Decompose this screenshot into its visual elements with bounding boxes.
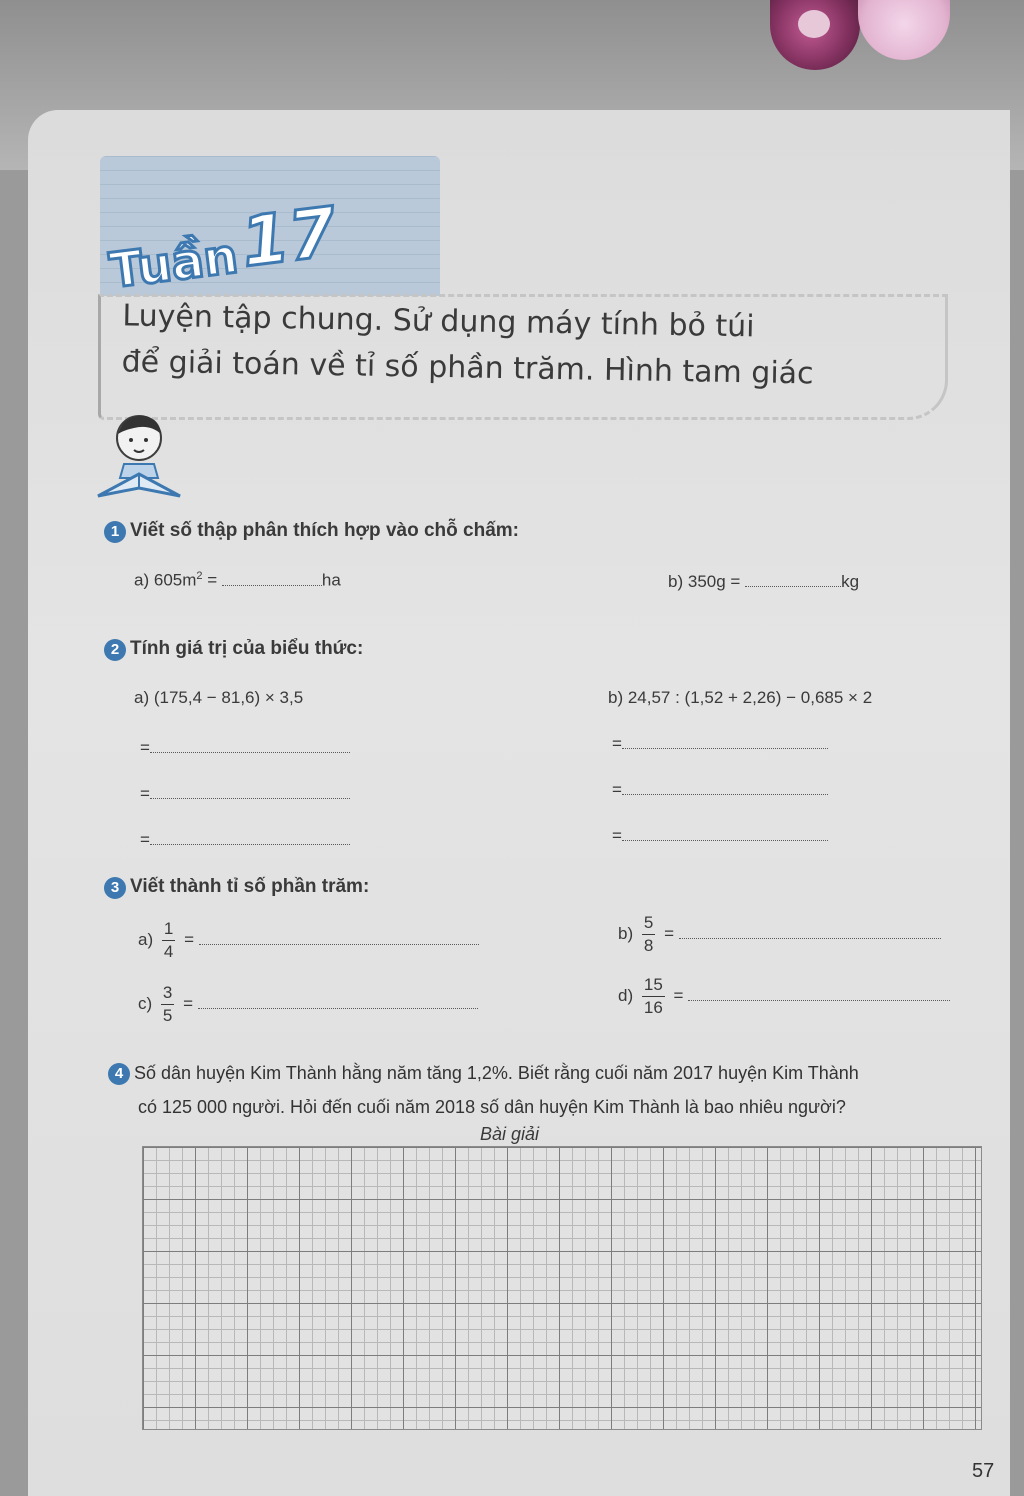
page-number: 57: [972, 1460, 995, 1482]
week-number: 17: [237, 193, 341, 283]
q3a-fraction: [162, 918, 175, 963]
q1b-blank[interactable]: [745, 574, 841, 587]
question-4-number: 4: [108, 1063, 130, 1085]
q2a-blank-2[interactable]: [150, 786, 350, 799]
q3c-blank[interactable]: [198, 996, 478, 1009]
lesson-title-line2: để giải toán về tỉ số phần trăm. Hình tam giác: [121, 344, 814, 392]
q3a-denominator: 4: [163, 942, 174, 961]
reading-child-icon: [94, 408, 184, 508]
q3c-fraction: [161, 982, 174, 1027]
q3b-fraction: [642, 912, 655, 957]
q3b-blank[interactable]: [679, 926, 941, 939]
question-4-text-1: Số dân huyện Kim Thành hằng năm tăng 1,2%. Biết rằng cuối năm 2017 huyện Kim Thành: [134, 1063, 859, 1083]
q3b-numerator: 5: [642, 912, 655, 935]
q3c-denominator: 5: [162, 1006, 173, 1025]
question-1-instruction: Viết số thập phân thích hợp vào chỗ chấm:: [130, 520, 519, 541]
q1b-unit: kg: [841, 572, 860, 591]
q1a-expr: 605m: [153, 570, 197, 590]
q1a-label: a): [134, 570, 150, 590]
q2a-step-3: [140, 830, 350, 850]
q3b-denominator: 8: [643, 936, 654, 955]
q3d-blank[interactable]: [688, 988, 950, 1001]
eq-sign: =: [140, 830, 150, 849]
q3d-fraction: [642, 974, 665, 1019]
q2b-step-2: [612, 780, 828, 800]
eq-sign: =: [140, 738, 150, 757]
q1a-eq: =: [207, 570, 218, 590]
eq-sign: =: [140, 784, 150, 803]
q3-item-d: [618, 974, 950, 1019]
question-2b-expression: b) 24,57 : (1,52 + 2,26) − 0,685 × 2: [608, 688, 873, 707]
question-4: [108, 1056, 988, 1124]
question-1a: [134, 570, 341, 591]
q1a-sup: 2: [196, 570, 203, 582]
q2a-step-2: [140, 784, 350, 804]
eq-sign: =: [664, 923, 674, 943]
eq-sign: =: [673, 985, 684, 1005]
q3-item-b: [618, 912, 941, 957]
question-3-instruction: Viết thành tỉ số phần trăm:: [130, 876, 370, 897]
q2a-blank-1[interactable]: [150, 740, 350, 753]
q2b-blank-2[interactable]: [622, 782, 828, 795]
question-4-line2: có 125 000 người. Hỏi đến cuối năm 2018 số dân huyện Kim Thành là bao nhiêu người?: [138, 1097, 846, 1117]
q2b-blank-3[interactable]: [622, 828, 828, 841]
solution-grid[interactable]: [142, 1146, 982, 1430]
question-1b: [668, 572, 859, 592]
q2b-step-1: [612, 734, 828, 754]
q3b-label: b): [618, 923, 634, 943]
question-3-number: 3: [104, 877, 126, 899]
question-2-heading: [104, 638, 363, 661]
q2b-blank-1[interactable]: [622, 736, 828, 749]
q1b-expr: 350g =: [687, 572, 741, 591]
solution-label: Bài giải: [480, 1124, 540, 1144]
q3d-label: d): [618, 985, 634, 1005]
lesson-title: [121, 293, 882, 398]
eq-sign: =: [612, 780, 622, 799]
eq-sign: =: [612, 826, 622, 845]
question-2a-expression: a) (175,4 − 81,6) × 3,5: [134, 688, 304, 707]
eq-sign: =: [184, 929, 194, 949]
q3a-numerator: 1: [162, 918, 175, 941]
q3a-label: a): [138, 929, 154, 949]
q2a-step-1: [140, 738, 350, 758]
week-word: Tuần: [106, 228, 241, 300]
question-1-number: 1: [104, 521, 126, 543]
q2a-blank-3[interactable]: [150, 832, 350, 845]
q1b-label: b): [668, 572, 684, 591]
q3c-label: c): [138, 993, 153, 1013]
question-3-heading: [104, 876, 369, 899]
q1a-blank[interactable]: [222, 573, 322, 586]
question-4-line1: [108, 1056, 988, 1090]
eq-sign: =: [612, 734, 622, 753]
q3-item-c: [138, 982, 478, 1027]
q3d-numerator: 15: [642, 974, 665, 997]
q3a-blank[interactable]: [199, 932, 479, 945]
q3d-denominator: 16: [643, 998, 663, 1017]
q3-item-a: [138, 918, 479, 963]
question-1-heading: [104, 520, 519, 543]
q3c-numerator: 3: [161, 982, 174, 1005]
lesson-title-line1: Luyện tập chung. Sử dụng máy tính bỏ túi: [122, 298, 755, 345]
question-2-instruction: Tính giá trị của biểu thức:: [130, 638, 364, 659]
eq-sign: =: [183, 993, 194, 1013]
q2b-step-3: [612, 826, 828, 846]
q1a-unit: ha: [321, 570, 341, 590]
question-2-number: 2: [104, 639, 126, 661]
